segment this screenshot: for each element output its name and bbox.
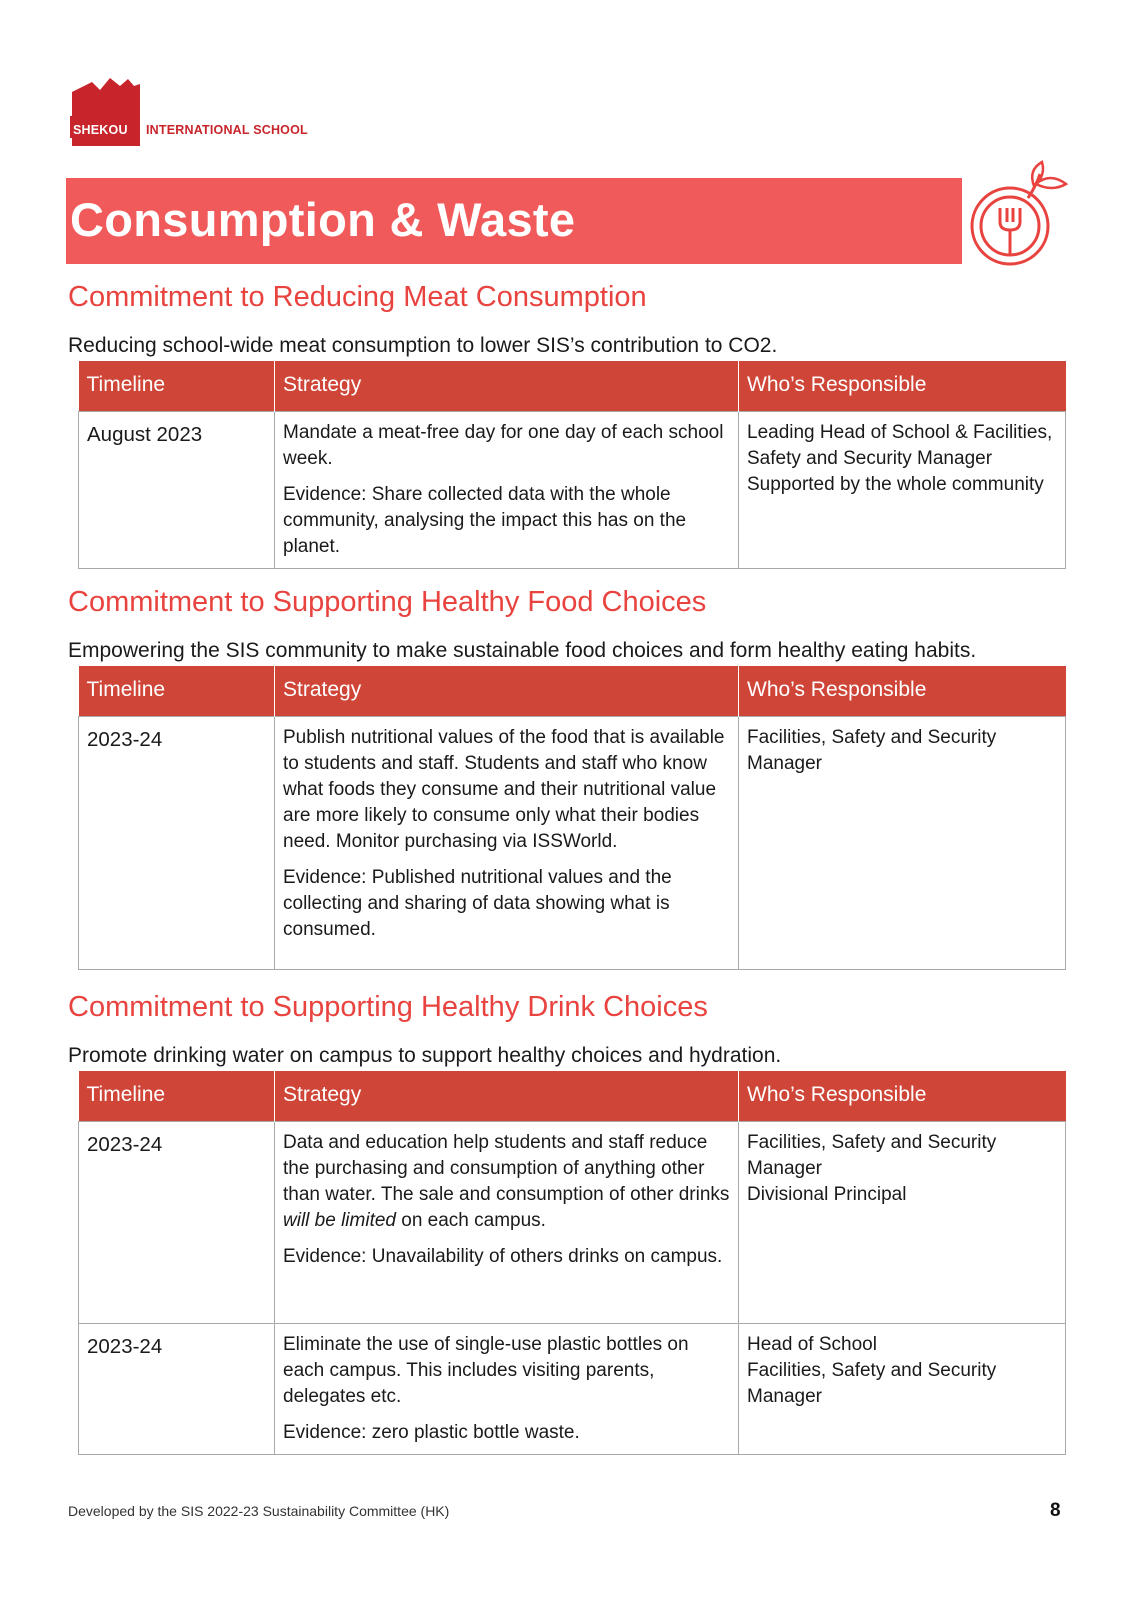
- strategy-evidence: Evidence: zero plastic bottle waste.: [283, 1422, 580, 1443]
- strategy-evidence: Evidence: Published nutritional values and the collecting and sharing of data showing what is consumed.: [283, 867, 672, 940]
- section-intro-drink: Promote drinking water on campus to support healthy choices and hydration.: [68, 1044, 782, 1067]
- drink-plan-table: [78, 1071, 1066, 1455]
- strategy-text: Eliminate the use of single-use plastic bottles on each campus. This includes visiting parents, delegates etc.: [283, 1334, 689, 1407]
- timeline-cell: 2023-24: [79, 1122, 275, 1324]
- logo-puzzle-mark: [70, 76, 215, 151]
- header-strategy: Strategy: [275, 361, 739, 412]
- responsible-line: Head of School: [747, 1334, 877, 1355]
- strategy-text-part: Data and education help students and staff reduce the purchasing and consumption of anything other than water. The sale and consumption of other drinks: [283, 1132, 730, 1205]
- responsible-line: Facilities, Safety and Security Manager: [747, 1360, 997, 1407]
- table-row: [79, 717, 1066, 970]
- plate-fork-sprout-icon: [970, 160, 1070, 272]
- table-header-row: [79, 1071, 1066, 1122]
- timeline-cell: August 2023: [79, 412, 275, 569]
- header-timeline: Timeline: [79, 666, 275, 717]
- logo-word-international-school: INTERNATIONAL SCHOOL: [146, 123, 308, 137]
- table-header-row: [79, 361, 1066, 412]
- strategy-text: [283, 1130, 730, 1234]
- responsible-cell: [739, 1324, 1066, 1455]
- responsible-line: Divisional Principal: [747, 1184, 907, 1205]
- strategy-cell: [275, 1122, 739, 1324]
- logo-word-shekou: SHEKOU: [73, 123, 128, 137]
- section-intro-meat: Reducing school-wide meat consumption to lower SIS’s contribution to CO2.: [68, 334, 778, 357]
- strategy-cell: [275, 717, 739, 970]
- table-header-row: [79, 666, 1066, 717]
- responsible-line: Supported by the whole community: [747, 474, 1044, 495]
- header-timeline: Timeline: [79, 361, 275, 412]
- strategy-evidence: Evidence: Share collected data with the whole community, analysing the impact this has on the planet.: [283, 484, 687, 557]
- strategy-cell: [275, 412, 739, 569]
- section-heading-food: Commitment to Supporting Healthy Food Choices: [68, 586, 707, 618]
- timeline-cell: 2023-24: [79, 717, 275, 970]
- responsible-cell: [739, 717, 1066, 970]
- strategy-evidence: Evidence: Unavailability of others drinks on campus.: [283, 1246, 723, 1267]
- responsible-line: Leading Head of School & Facilities, Safety and Security Manager: [747, 422, 1053, 469]
- meat-plan-table: [78, 361, 1066, 569]
- strategy-text: Mandate a meat-free day for one day of each school week.: [283, 422, 724, 469]
- responsible-cell: [739, 412, 1066, 569]
- responsible-cell: [739, 1122, 1066, 1324]
- strategy-text-emphasis: will be limited: [283, 1210, 396, 1231]
- header-responsible: Who’s Responsible: [739, 666, 1066, 717]
- section-intro-food: Empowering the SIS community to make sustainable food choices and form healthy eating habits.: [68, 639, 977, 662]
- responsible-line: Facilities, Safety and Security Manager: [747, 727, 997, 774]
- table-row: [79, 1324, 1066, 1455]
- timeline-cell: 2023-24: [79, 1324, 275, 1455]
- header-strategy: Strategy: [275, 666, 739, 717]
- school-logo: [70, 76, 370, 151]
- table-row: [79, 412, 1066, 569]
- header-timeline: Timeline: [79, 1071, 275, 1122]
- section-heading-meat: Commitment to Reducing Meat Consumption: [68, 281, 647, 313]
- food-plan-table: [78, 666, 1066, 970]
- header-responsible: Who’s Responsible: [739, 1071, 1066, 1122]
- strategy-text: Publish nutritional values of the food that is available to students and staff. Students and staff who know what foods they consume and their nutritional value are more likely to consume only what their bodies need. Monitor purchasing via ISSWorld.: [283, 727, 725, 852]
- title-banner: [66, 178, 962, 264]
- header-strategy: Strategy: [275, 1071, 739, 1122]
- section-heading-drink: Commitment to Supporting Healthy Drink Choices: [68, 991, 708, 1023]
- footer-credit: Developed by the SIS 2022-23 Sustainability Committee (HK): [68, 1503, 450, 1519]
- page-number: 8: [1050, 1500, 1061, 1521]
- strategy-cell: [275, 1324, 739, 1455]
- strategy-text-part: on each campus.: [395, 1210, 546, 1231]
- responsible-line: Facilities, Safety and Security Manager: [747, 1132, 997, 1179]
- header-responsible: Who’s Responsible: [739, 361, 1066, 412]
- page-title: Consumption & Waste: [70, 193, 576, 246]
- table-row: [79, 1122, 1066, 1324]
